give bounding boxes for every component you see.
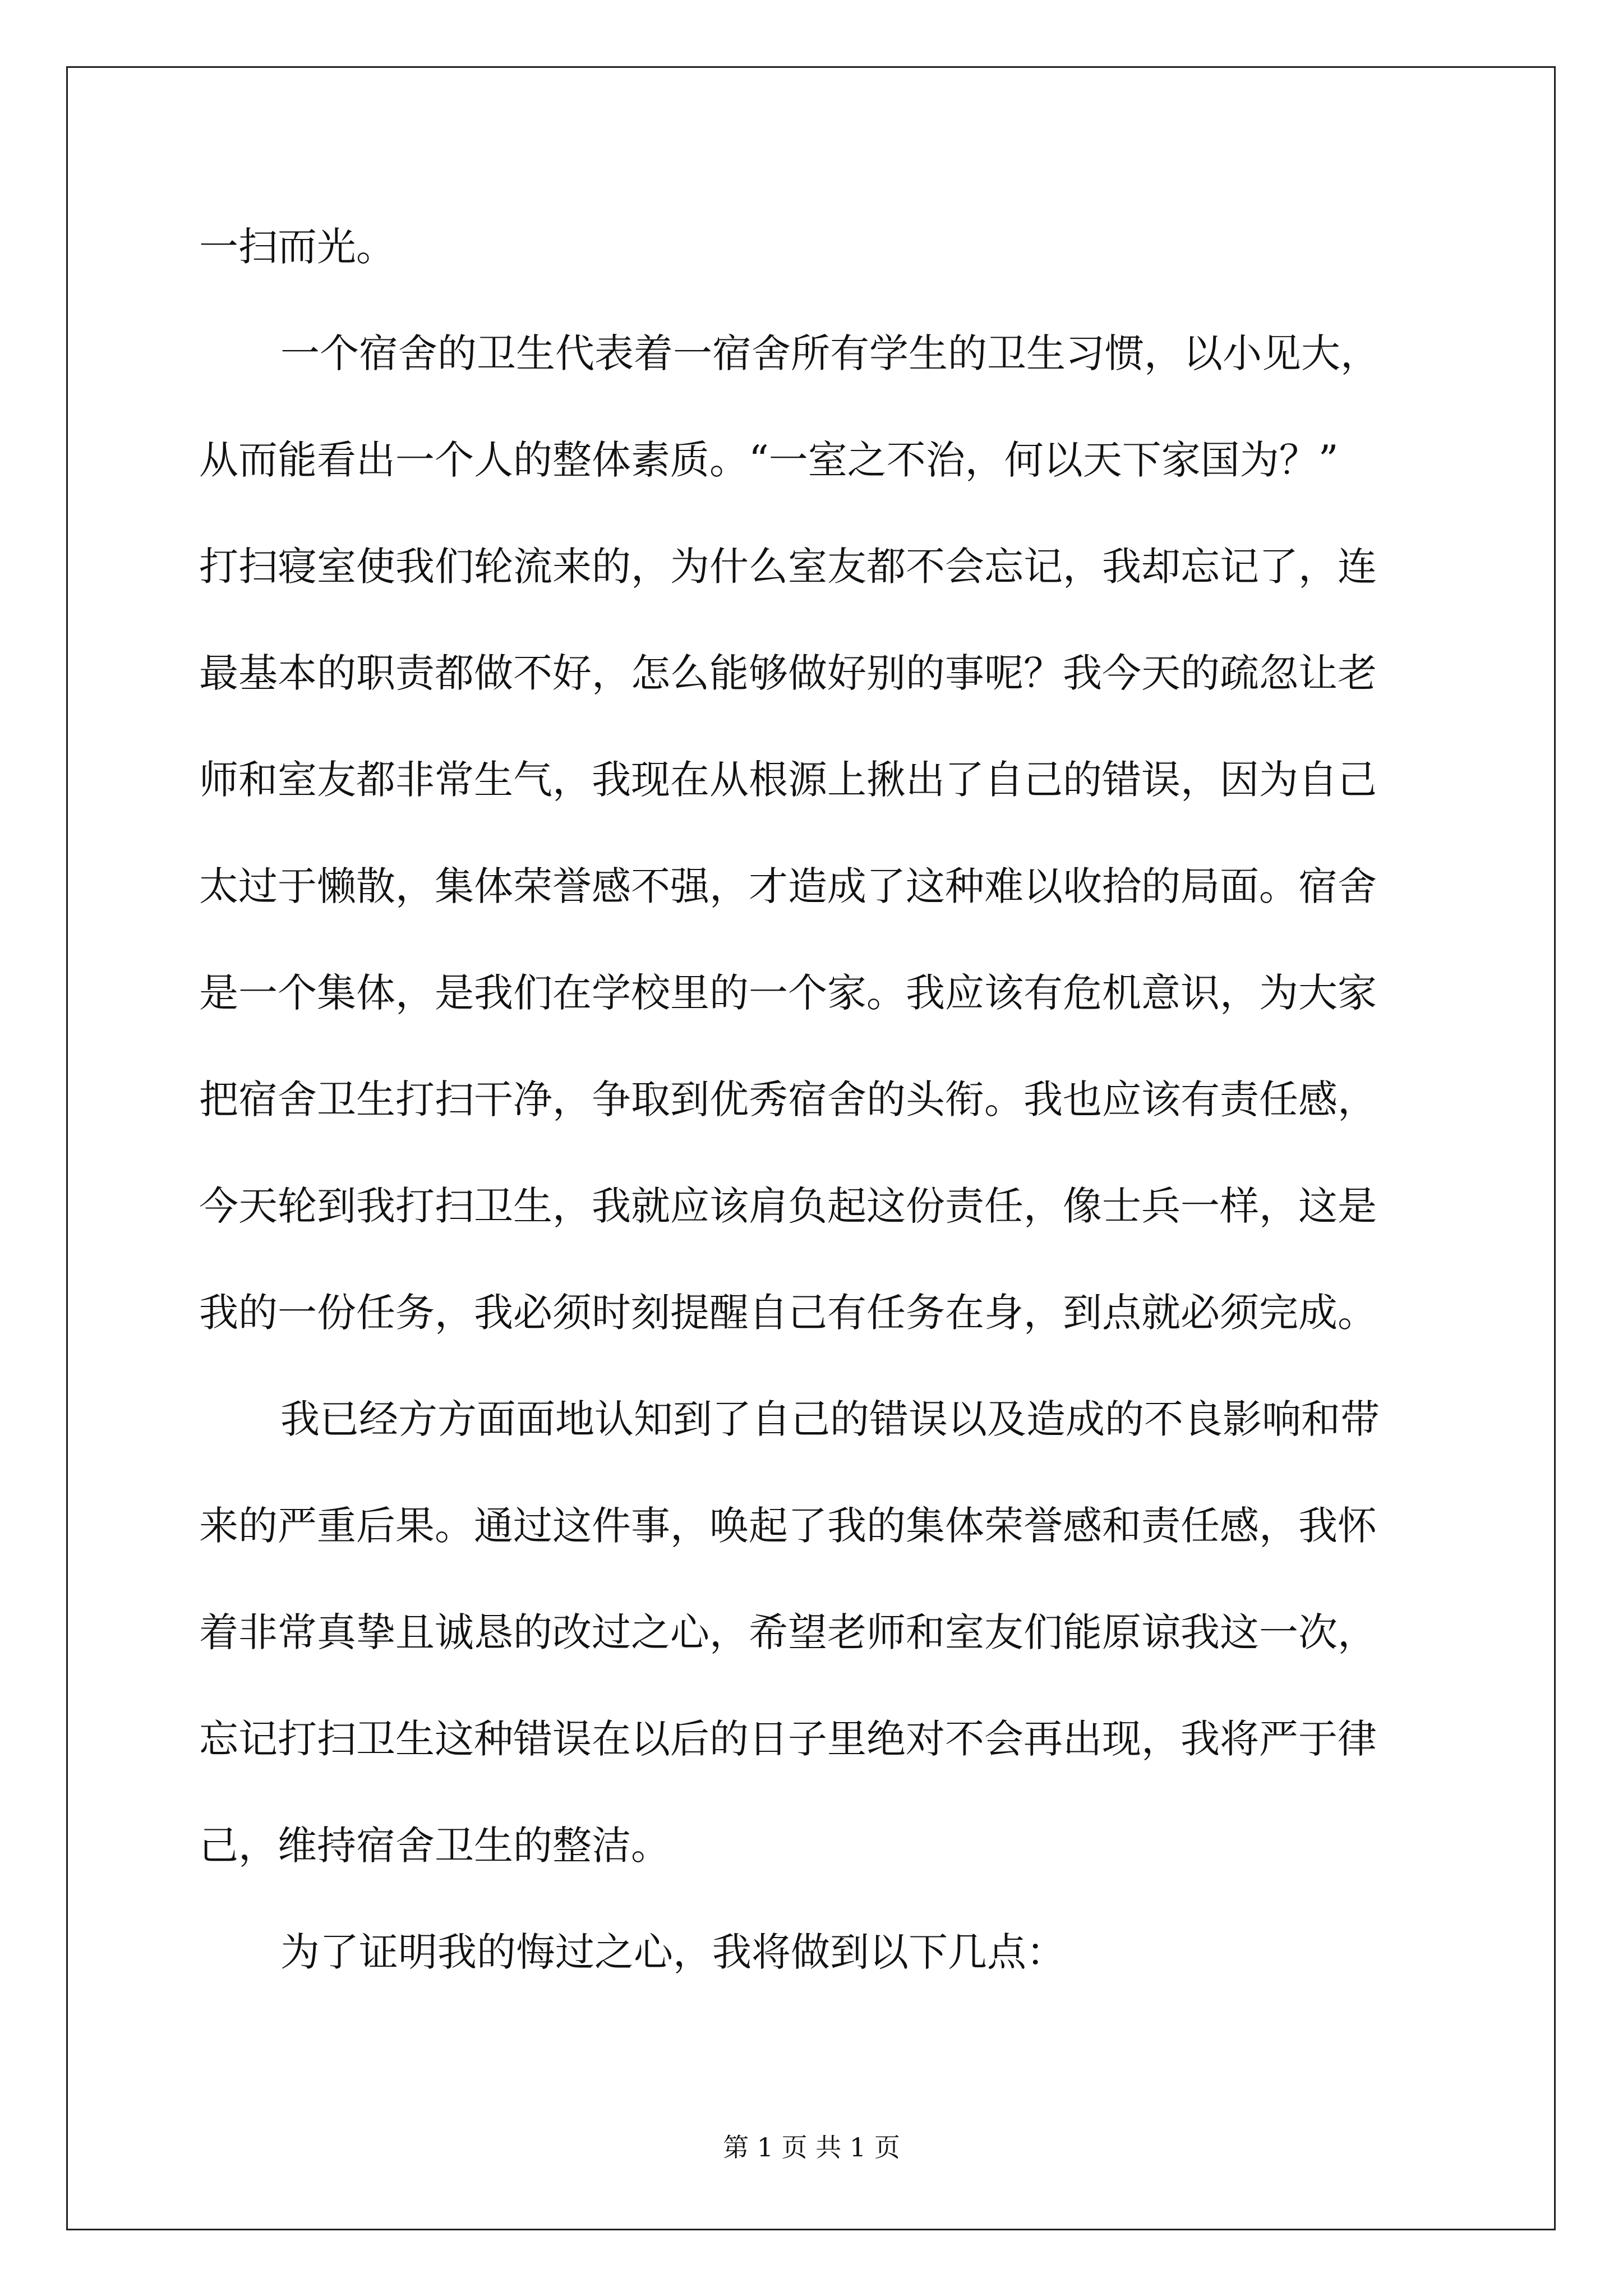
text-line: 打扫寝室使我们轮流来的，为什么室友都不会忘记，我却忘记了，连 <box>199 544 1377 590</box>
text-line-paragraph-start: 为了证明我的悔过之心，我将做到以下几点： <box>280 1929 1066 1975</box>
text-line: 太过于懒散，集体荣誉感不强，才造成了这种难以收拾的局面。宿舍 <box>199 863 1377 909</box>
text-line: 把宿舍卫生打扫干净，争取到优秀宿舍的头衔。我也应该有责任感， <box>199 1076 1377 1122</box>
document-body <box>199 194 1433 2005</box>
text-line-paragraph-start: 一个宿舍的卫生代表着一宿舍所有学生的卫生习惯，以小见大， <box>280 330 1380 376</box>
text-line: 今天轮到我打扫卫生，我就应该肩负起这份责任，像士兵一样，这是 <box>199 1183 1377 1229</box>
page-footer: 第 1 页 共 1 页 <box>723 2132 900 2162</box>
text-line: 着非常真挚且诚恳的改过之心，希望老师和室友们能原谅我这一次， <box>199 1609 1377 1655</box>
text-line: 忘记打扫卫生这种错误在以后的日子里绝对不会再出现，我将严于律 <box>199 1716 1377 1762</box>
text-line: 我的一份任务，我必须时刻提醒自己有任务在身，到点就必须完成。 <box>199 1290 1377 1336</box>
text-line: 最基本的职责都做不好，怎么能够做好别的事呢？我今天的疏忽让老 <box>199 650 1377 696</box>
text-line: 从而能看出一个人的整体素质。“一室之不治，何以天下家国为？” <box>199 437 1339 483</box>
text-line: 师和室友都非常生气，我现在从根源上揪出了自己的错误，因为自己 <box>199 757 1377 803</box>
text-line-paragraph-start: 我已经方方面面地认知到了自己的错误以及造成的不良影响和带 <box>280 1396 1380 1442</box>
text-line: 一扫而光。 <box>199 224 395 270</box>
text-line: 来的严重后果。通过这件事，唤起了我的集体荣誉感和责任感，我怀 <box>199 1503 1377 1549</box>
text-line: 是一个集体，是我们在学校里的一个家。我应该有危机意识，为大家 <box>199 970 1377 1016</box>
text-line: 己，维持宿舍卫生的整洁。 <box>199 1823 670 1869</box>
